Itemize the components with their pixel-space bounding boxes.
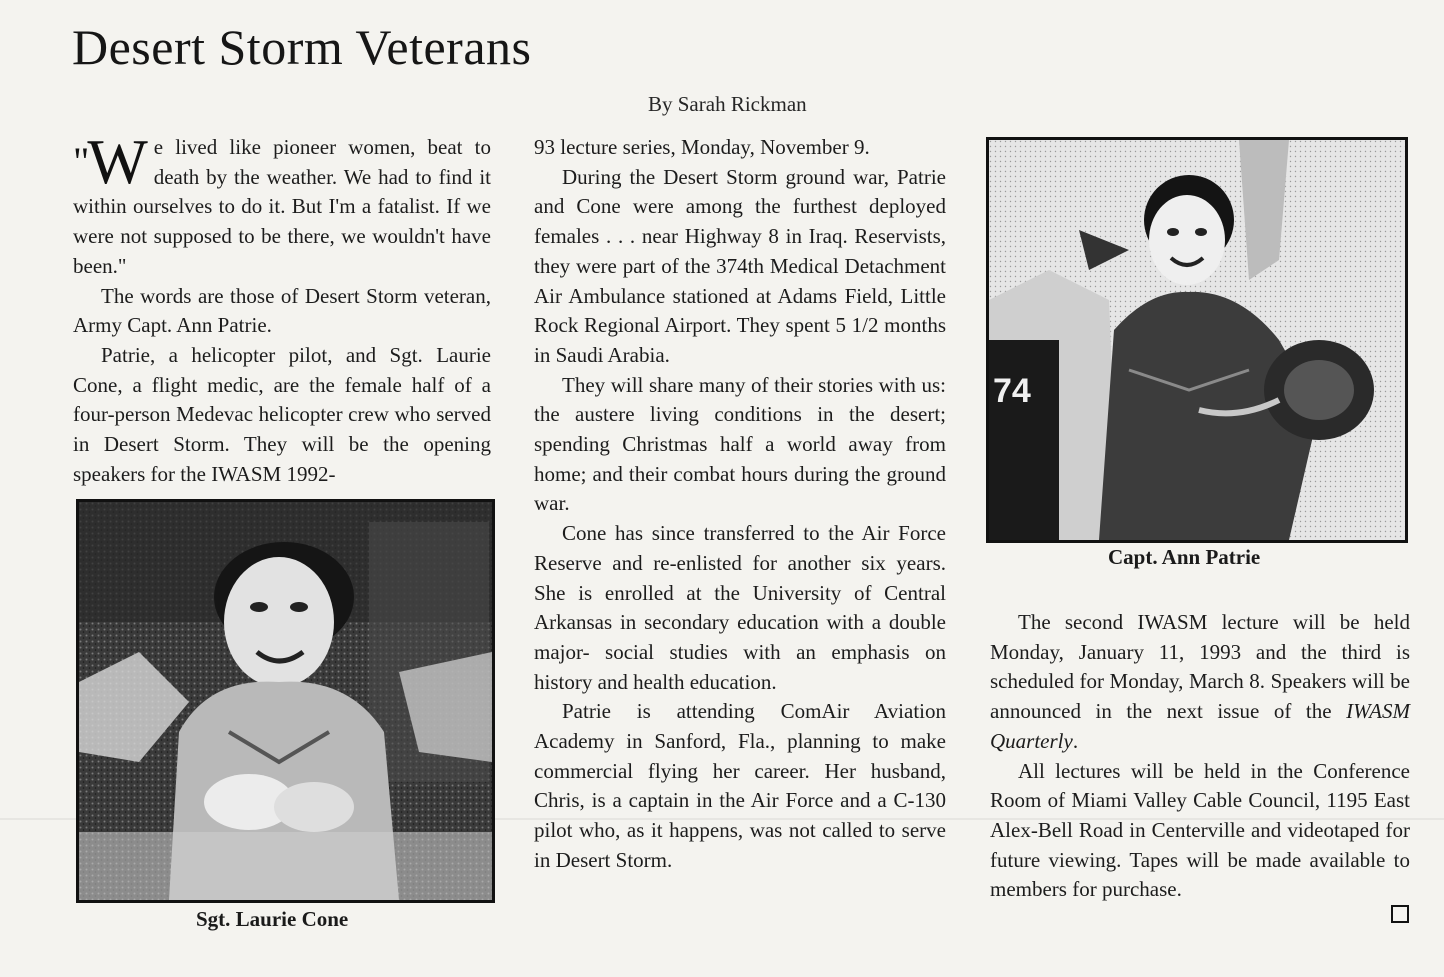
portrait-photo-graphic [989, 140, 1405, 540]
article-byline: By Sarah Rickman [648, 92, 807, 116]
paragraph: The second IWASM lecture will be held Monday, January 11, 1993 and the third is scheduled for Monday, March 8. Speakers will be announced in the next issue of the IWASM Quarterly. [990, 610, 1410, 753]
article-headline: Desert Storm Veterans [72, 19, 532, 75]
paragraph: Patrie is attending ComAir Aviation Academy in Sanford, Fla., planning to make commercial flying her career. Her husband, Chris, is a captain in the Air Force and a C-130 pilot who, as it happens, was not called to serve in Desert Storm. [534, 699, 946, 872]
end-of-article-mark [1391, 905, 1409, 923]
aircraft-number: 74 [993, 372, 1031, 410]
drop-cap: "W [73, 126, 148, 197]
article-column-1 [73, 126, 491, 489]
paragraph: Patrie, a helicopter pilot, and Sgt. Laurie Cone, a flight medic, are the female half of a four-person Medevac helicopter crew who served in Desert Storm. They will be the opening speakers for the IWASM 1992- [73, 342, 491, 486]
photo-ann-patrie [986, 137, 1408, 543]
paragraph: 93 lecture series, Monday, November 9. [534, 135, 870, 159]
paragraph: They will share many of their stories with us: the austere living conditions in the desert; spending Christmas half a world away from home; and their combat hours during the ground war. [534, 372, 946, 516]
photo-caption-cone: Sgt. Laurie Cone [196, 907, 349, 931]
photo-caption-patrie: Capt. Ann Patrie [1108, 545, 1261, 569]
article-column-3 [990, 608, 1410, 905]
opening-quote-text: e lived like pioneer women, beat to death by the weather. We had to find it within ourselves to do it. But I'm a fatalist. If we were not supposed to be there, we wouldn't have been." [73, 135, 491, 278]
opening-quote-paragraph [73, 126, 491, 282]
paragraph: Cone has since transferred to the Air Force Reserve and re-enlisted for another six years. She is enrolled at the University of Central Arkansas in secondary education with a double major- social studies with an emphasis on history and health education. [534, 521, 946, 694]
paragraph: All lectures will be held in the Conference Room of Miami Valley Cable Council, 1195 East Alex-Bell Road in Centerville and videotaped for future viewing. Tapes will be made available to members for purchase. [990, 758, 1410, 902]
paragraph: The words are those of Desert Storm veteran, Army Capt. Ann Patrie. [73, 283, 491, 338]
publication-title: IWASM Quarterly [990, 699, 1410, 753]
portrait-photo-graphic [79, 502, 492, 900]
photo-laurie-cone [76, 499, 495, 903]
article-column-2 [534, 133, 946, 876]
paragraph: During the Desert Storm ground war, Patrie and Cone were among the furthest deployed females . . . near Highway 8 in Iraq. Reservists, they were part of the 374th Medical Detachment Air Ambulance stationed at Adams Field, Little Rock Regional Airport. They spent 5 1/2 months in Saudi Arabia. [534, 164, 946, 367]
